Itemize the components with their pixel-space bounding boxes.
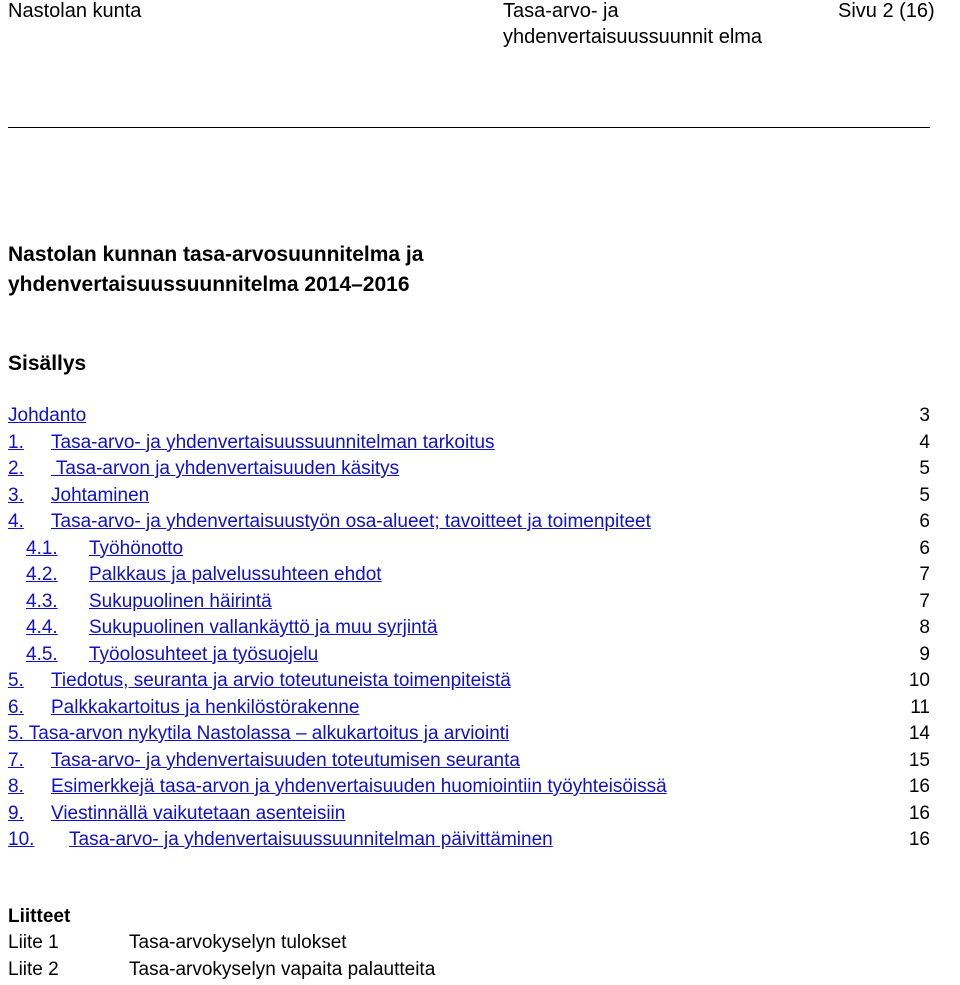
toc-entry-page: 7 <box>919 590 930 612</box>
toc-entry-number[interactable]: 7. <box>8 749 24 771</box>
toc-entry-link[interactable]: Tasa-arvon ja yhdenvertaisuuden käsitys <box>51 458 400 479</box>
toc-entry-page: 9 <box>919 643 930 665</box>
toc-entry-page: 15 <box>908 749 930 771</box>
toc-entry-number[interactable]: 10. <box>8 829 35 850</box>
toc-entry-number[interactable]: 4. <box>8 511 24 532</box>
toc-entry[interactable] <box>8 509 930 535</box>
toc-entry[interactable] <box>8 615 930 641</box>
toc-entry-link[interactable]: Johtaminen <box>51 484 150 506</box>
toc-entry[interactable] <box>8 536 930 562</box>
attachment-label: Liite 1 <box>8 932 59 953</box>
toc-entry[interactable] <box>8 430 930 456</box>
toc-entry-page: 8 <box>919 617 930 638</box>
toc-entry-page: 16 <box>908 776 930 797</box>
toc-entry-number[interactable]: 4.1. <box>26 537 58 559</box>
toc-entry-link[interactable]: Tiedotus, seuranta ja arvio toteutuneista toimenpiteistä <box>51 670 511 691</box>
header-municipality: Nastolan kunta <box>8 0 142 22</box>
toc-entry[interactable] <box>8 695 930 721</box>
toc-entry-number[interactable]: 4.2. <box>26 564 58 585</box>
toc-entry-link[interactable]: Palkkaus ja palvelussuhteen ehdot <box>89 564 382 585</box>
toc-entry-page: 7 <box>919 564 930 585</box>
toc-heading: Sisällys <box>8 352 87 375</box>
toc-entry-number[interactable]: 1. <box>8 431 24 453</box>
toc-entry[interactable] <box>8 774 930 800</box>
toc-entry-page: 3 <box>919 405 930 426</box>
toc-entry[interactable] <box>8 589 930 615</box>
toc-entry-page: 4 <box>919 431 930 453</box>
toc-entry-link[interactable]: Tasa-arvo- ja yhdenvertaisuussuunnitelman tarkoitus <box>51 431 495 453</box>
toc-entry-page: 10 <box>908 670 930 691</box>
toc-entry-number[interactable]: 4.3. <box>26 590 58 612</box>
toc-entry[interactable] <box>8 483 930 509</box>
attachments-heading: Liitteet <box>8 906 71 927</box>
toc-entry-page: 5 <box>919 484 930 506</box>
toc-entry-page: 6 <box>919 511 930 532</box>
toc-entry-page: 16 <box>908 829 930 850</box>
toc-entry[interactable] <box>8 801 930 827</box>
toc-entry-number[interactable]: 3. <box>8 484 24 506</box>
toc-entry[interactable] <box>8 827 930 853</box>
toc-entry-page: 5 <box>919 458 930 479</box>
toc-entry-link[interactable]: Sukupuolinen häirintä <box>89 590 272 612</box>
header-divider <box>8 127 930 128</box>
toc-entry[interactable] <box>8 403 930 429</box>
toc-entry-link[interactable]: Esimerkkejä tasa-arvon ja yhdenvertaisuuden huomiointiin työyhteisöissä <box>51 776 667 797</box>
toc-entry[interactable] <box>8 748 930 774</box>
toc-entry-number[interactable]: 2. <box>8 458 24 479</box>
toc-entry-page: 14 <box>908 723 930 744</box>
toc-entry-page: 6 <box>919 537 930 559</box>
toc-entry-number[interactable]: 8. <box>8 776 24 797</box>
toc-entry-link[interactable]: Tasa-arvo- ja yhdenvertaisuustyön osa-alueet; tavoitteet ja toimenpiteet <box>51 511 651 532</box>
toc-entry-link[interactable]: Palkkakartoitus ja henkilöstörakenne <box>51 696 360 718</box>
toc-entry[interactable] <box>8 668 930 694</box>
toc-entry-link[interactable]: Tasa-arvo- ja yhdenvertaisuuden toteutumisen seuranta <box>51 749 520 771</box>
toc-entry-page: 16 <box>908 802 930 824</box>
toc-entry-page: 11 <box>910 696 930 718</box>
toc-entry[interactable] <box>8 562 930 588</box>
toc-entry[interactable] <box>8 721 930 747</box>
toc-entry-link[interactable]: Työolosuhteet ja työsuojelu <box>89 643 319 665</box>
toc-entry-link[interactable]: Viestinnällä vaikutetaan asenteisiin <box>51 802 346 824</box>
attachment-title: Tasa-arvokyselyn vapaita palautteita <box>129 959 436 980</box>
header-page-number: Sivu 2 (16) <box>838 0 935 22</box>
toc-entry-number[interactable]: 4.5. <box>26 643 58 665</box>
toc-entry-number[interactable]: 5. <box>8 670 24 691</box>
toc-entry-link[interactable]: 5. Tasa-arvon nykytila Nastolassa – alkukartoitus ja arviointi <box>8 723 510 744</box>
document-title: Nastolan kunnan tasa-arvosuunnitelma ja yhdenvertaisuussuunnitelma 2014–2016 <box>8 243 424 296</box>
toc-entry-link[interactable]: Sukupuolinen vallankäyttö ja muu syrjintä <box>89 617 438 638</box>
toc-entry-number[interactable]: 4.4. <box>26 617 58 638</box>
header-document-title: Tasa-arvo- ja yhdenvertaisuussuunnit elma <box>503 0 763 48</box>
toc-entry-link[interactable]: Tasa-arvo- ja yhdenvertaisuussuunnitelman päivittäminen <box>69 829 553 850</box>
attachment-title: Tasa-arvokyselyn tulokset <box>129 932 347 953</box>
toc-entry-number[interactable]: 6. <box>8 696 24 718</box>
toc-entry[interactable] <box>8 456 930 482</box>
attachment-label: Liite 2 <box>8 959 59 980</box>
toc-entry[interactable] <box>8 642 930 668</box>
toc-entry-number[interactable]: 9. <box>8 802 24 824</box>
toc-entry-link[interactable]: Työhönotto <box>89 537 184 559</box>
toc-entry-link[interactable]: Johdanto <box>8 405 87 426</box>
